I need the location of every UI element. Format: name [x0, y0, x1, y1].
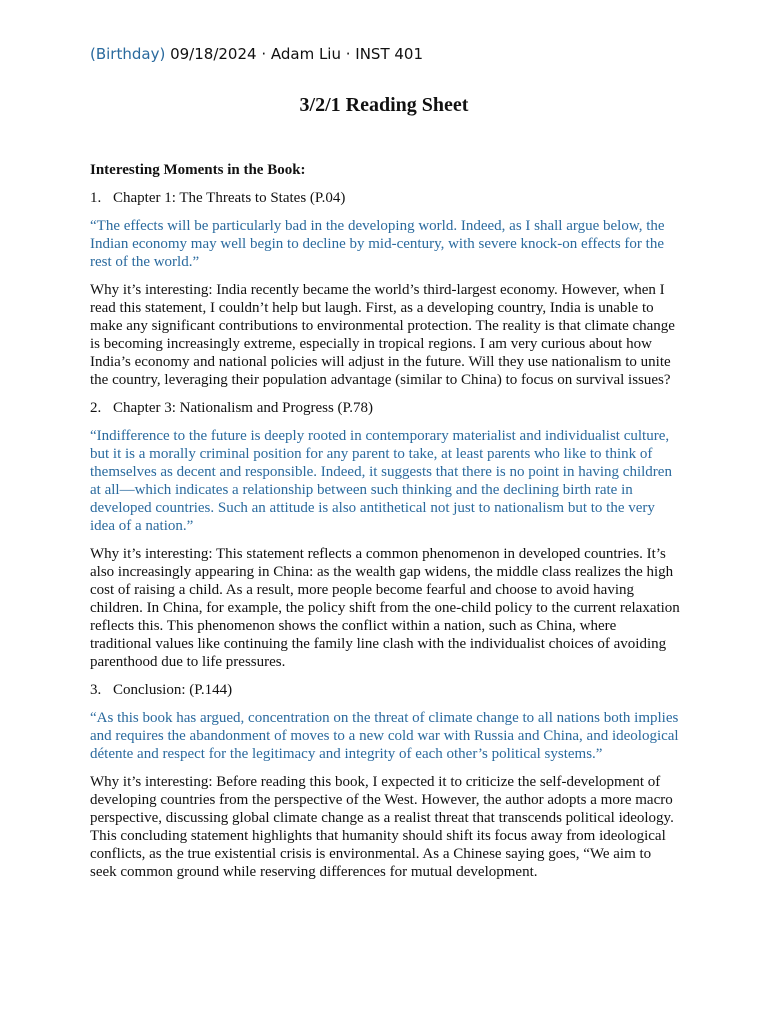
- chapter-heading-3: [90, 681, 680, 699]
- commentary-1: Why it’s interesting: India recently became the world’s third-largest economy. However, when I read this statement, I couldn’t help but laugh. First, as a developing country, India is unable to make any significant contributions to environmental protection. The reality is that climate change is becoming increasingly extreme, especially in tropical regions. I am very curious about how India’s economy and national policies will adjust in the future. Will they use nationalism to unite the country, leveraging their population advantage (similar to China) to focus on survival issues?: [90, 282, 675, 388]
- header-info: 09/18/2024 · Adam Liu · INST 401: [170, 45, 424, 63]
- quote-3: “As this book has argued, concentration on the threat of climate change to all nations both implies and requires the abandonment of moves to a new cold war with Russia and China, and ideological détente and respect for the legitimacy and integrity of each other’s political systems.”: [90, 710, 679, 762]
- chapter-title: Chapter 3: Nationalism and Progress (P.78): [113, 400, 373, 416]
- chapter-title: Chapter 1: The Threats to States (P.04): [113, 190, 346, 206]
- quote-2: “Indifference to the future is deeply rooted in contemporary materialist and individualist culture, but it is a morally criminal position for any parent to take, at least parents who like to think of themselves as decent and responsible. Indeed, it suggests that there is no point in having children at all—which indicates a relationship between such thinking and the declining birth rate in developed countries. Such an attitude is also antithetical not just to nationalism but to the very idea of a nation.”: [90, 428, 672, 534]
- page-title: 3/2/1 Reading Sheet: [299, 94, 469, 116]
- document-header: [90, 44, 423, 64]
- chapter-number: 3.: [90, 682, 102, 698]
- chapter-heading-2: [90, 399, 680, 417]
- commentary-2: Why it’s interesting: This statement reflects a common phenomenon in developed countries. It’s also increasingly appearing in China: as the wealth gap widens, the middle class realizes the high cost of raising a child. As a result, more people become fearful and choose to avoid having children. In China, for example, the policy shift from the one-child policy to the current relaxation reflects this. This phenomenon shows the conflict within a nation, such as China, where traditional values like continuing the family line clash with the individualist choices of avoiding parenthood due to life pressures.: [90, 546, 680, 670]
- chapter-number: 2.: [90, 400, 102, 416]
- chapter-title: Conclusion: (P.144): [113, 682, 233, 698]
- section-heading: Interesting Moments in the Book:: [90, 162, 306, 178]
- quote-1: “The effects will be particularly bad in the developing world. Indeed, as I shall argue below, the Indian economy may well begin to decline by mid-century, with severe knock-on effects for the rest of the world.”: [90, 218, 665, 270]
- commentary-3: Why it’s interesting: Before reading this book, I expected it to criticize the self-development of developing countries from the perspective of the West. However, the author adopts a more macro perspective, discussing global climate change as a realist threat that transcends political ideology. This concluding statement highlights that humanity should shift its focus away from ideological conflicts, as the true existential crisis is environmental. As a Chinese saying goes, “We aim to seek common ground while reserving differences for mutual development.: [90, 774, 674, 880]
- document-body: [90, 161, 680, 891]
- chapter-number: 1.: [90, 190, 102, 206]
- header-tag: (Birthday): [90, 45, 166, 63]
- chapter-heading-1: [90, 189, 680, 207]
